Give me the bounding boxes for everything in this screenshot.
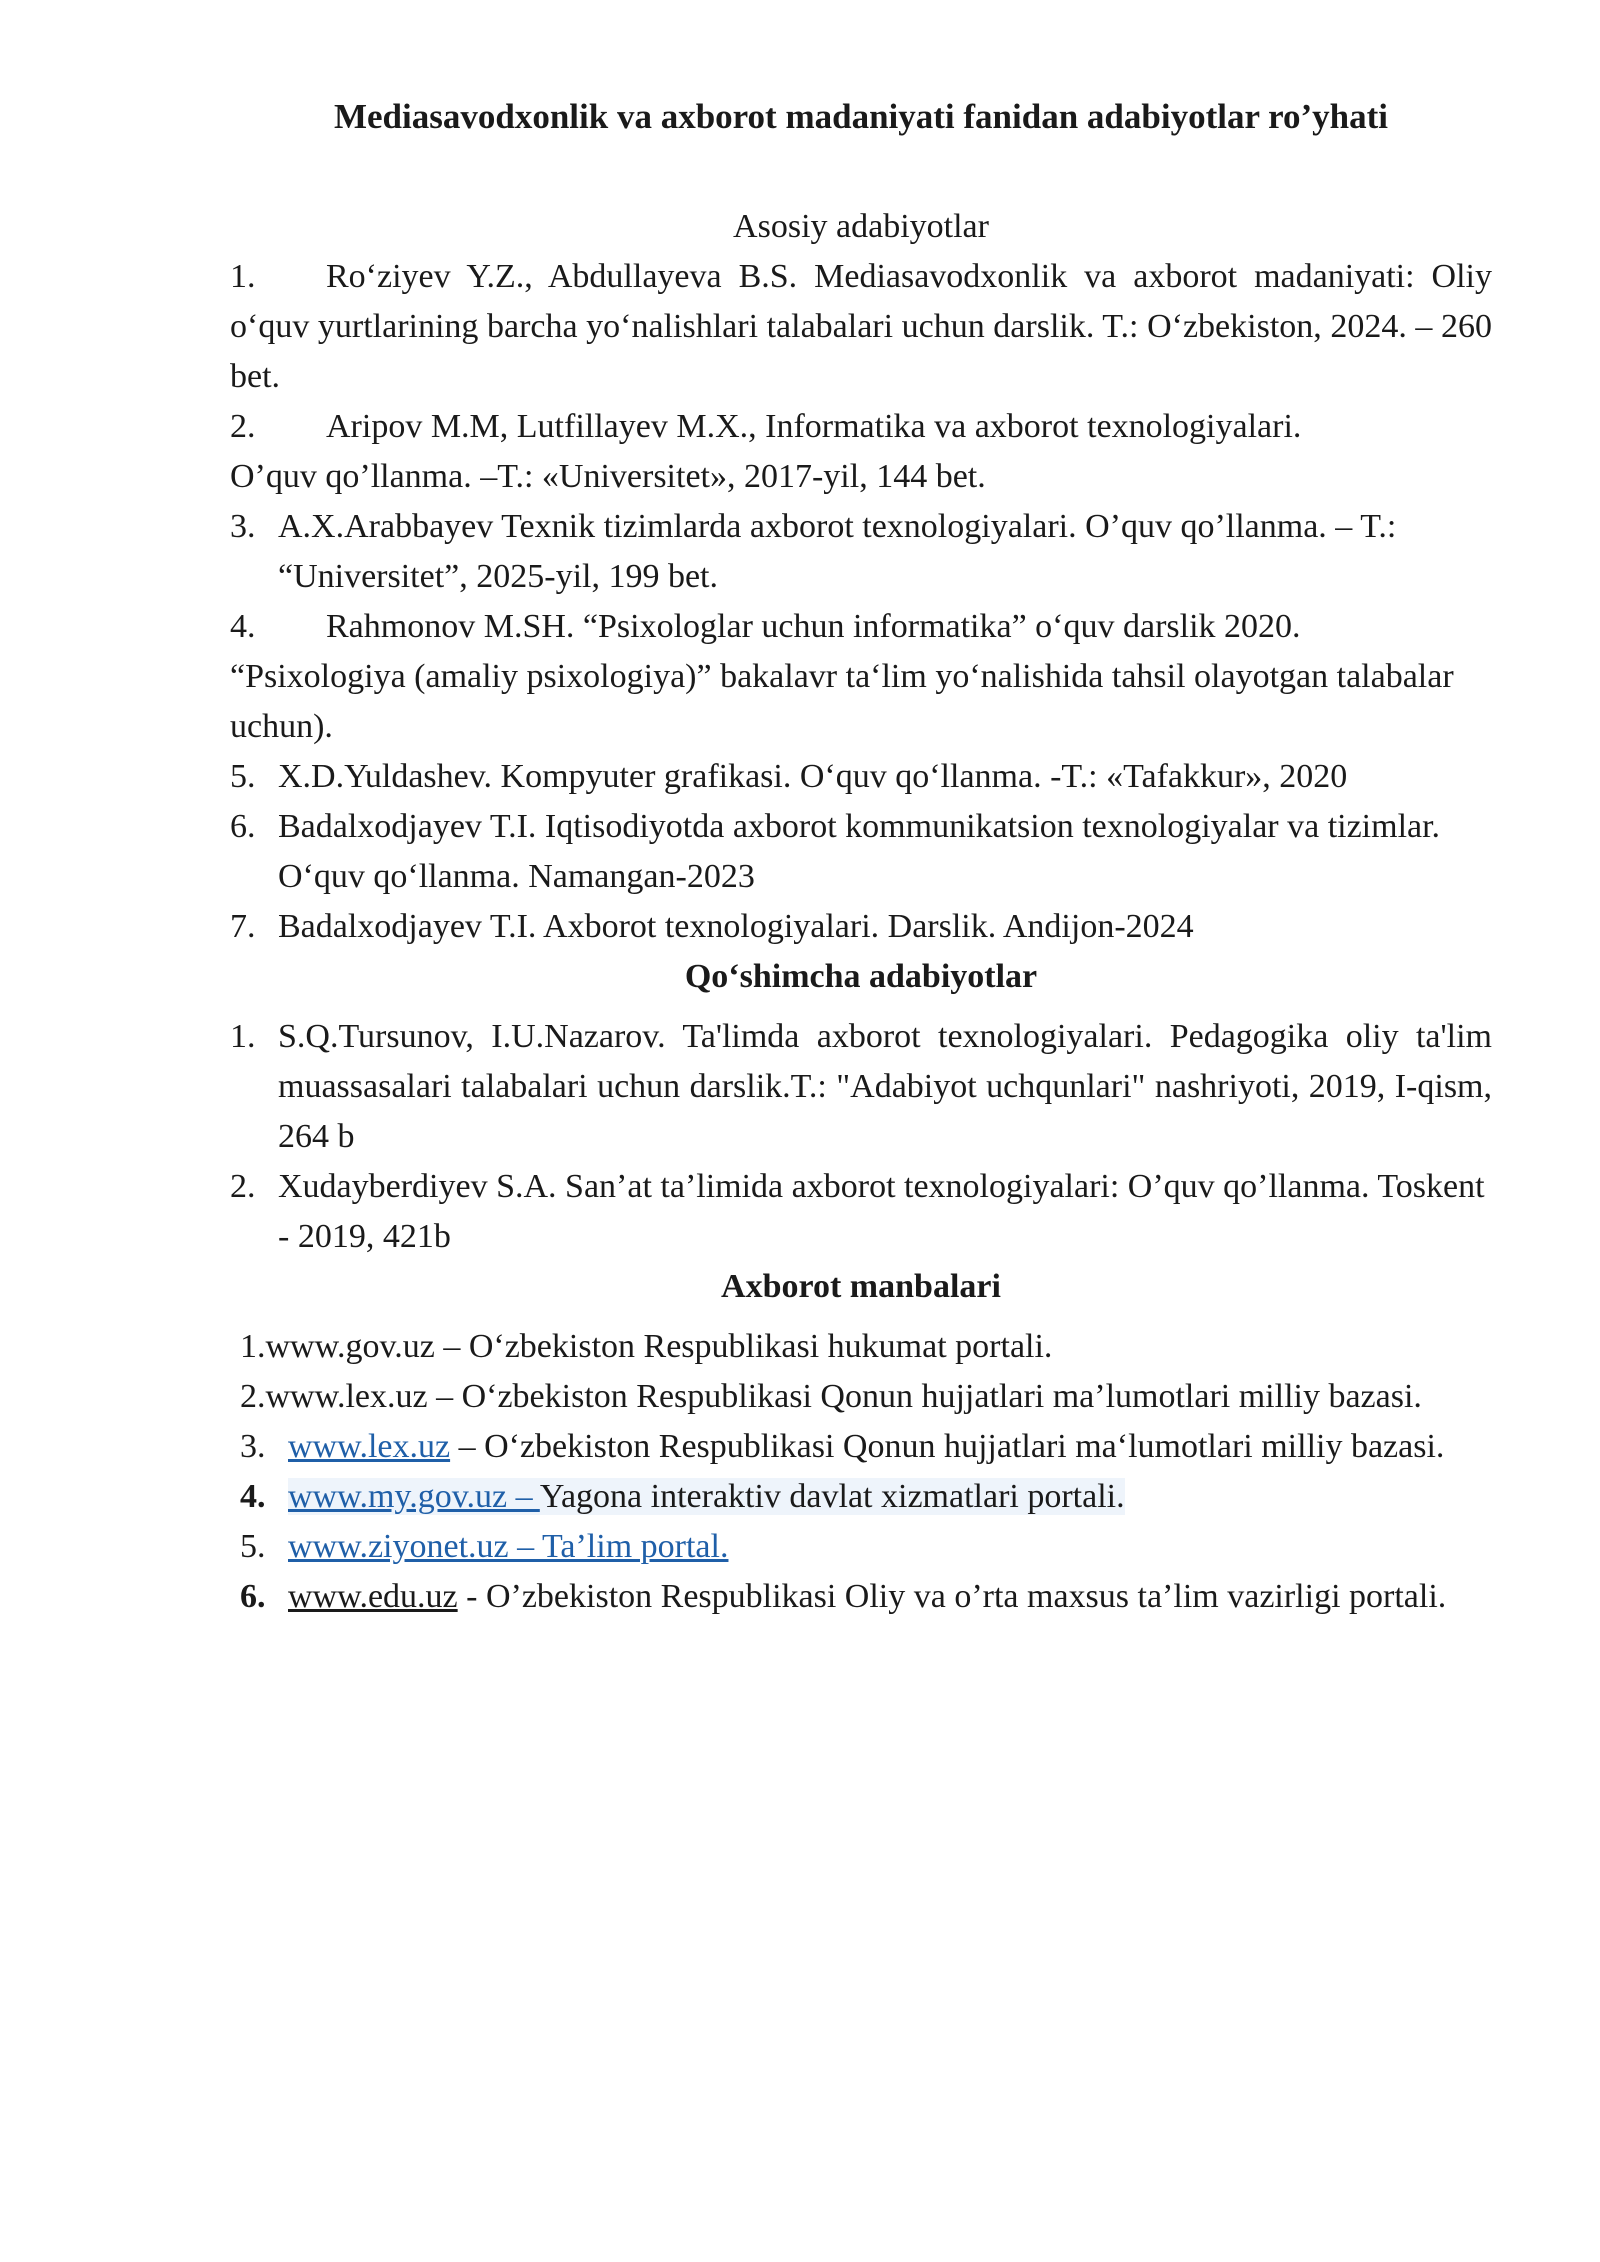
document-page	[230, 92, 1492, 1622]
item-number: 2.	[240, 1378, 266, 1415]
source-link[interactable]: www.gov.uz	[265, 1328, 435, 1365]
item-text: – O‘zbekiston Respublikasi Qonun hujjatlari ma’lumotlari milliy bazasi.	[427, 1378, 1422, 1415]
document-title: Mediasavodxonlik va axborot madaniyati fanidan adabiyotlar ro’yhati	[333, 97, 1389, 136]
list-item	[230, 602, 1492, 752]
item-number: 1.	[230, 1018, 256, 1055]
list-item	[230, 1322, 1492, 1372]
list-item	[230, 1162, 1492, 1262]
item-number: 3.	[230, 508, 256, 545]
item-text: Badalxodjayev T.I. Axborot texnologiyalari. Darslik. Andijon-2024	[278, 908, 1194, 945]
source-link[interactable]: www.lex.uz	[265, 1378, 428, 1415]
list-item	[230, 902, 1492, 952]
info-sources-section	[230, 1262, 1492, 1622]
item-text: – O‘zbekiston Respublikasi hukumat portali.	[434, 1328, 1053, 1365]
additional-literature-section	[230, 952, 1492, 1262]
item-number: 6.	[240, 1578, 266, 1615]
item-number: 7.	[230, 908, 256, 945]
list-item	[230, 1572, 1492, 1622]
item-number: 1.	[240, 1328, 266, 1365]
item-text-continuation: “Psixologiya (amaliy psixologiya)” bakalavr ta‘lim yo‘nalishida tahsil olayotgan talabalar uchun).	[230, 658, 1454, 745]
item-text-continuation: O’quv qo’llanma. –T.: «Universitet», 2017-yil, 144 bet.	[230, 458, 986, 495]
list-item	[230, 1372, 1492, 1422]
item-text: Ro‘ziyev Y.Z., Abdullayeva B.S. Mediasavodxonlik va axborot madaniyati: Oliy o‘quv yurtlarining barcha yo‘nalishlari talabalari uchun darslik. T.: O‘zbekiston, 2024. – 260 bet.	[230, 258, 1492, 395]
item-text: X.D.Yuldashev. Kompyuter grafikasi. O‘quv qo‘llanma. -T.: «Tafakkur», 2020	[278, 758, 1348, 795]
list-item	[230, 402, 1492, 502]
list-item	[230, 752, 1492, 802]
item-number: 2.	[230, 408, 256, 445]
item-text: – O‘zbekiston Respublikasi Qonun hujjatlari ma‘lumotlari milliy bazasi.	[450, 1428, 1445, 1465]
item-number: 1.	[230, 258, 256, 295]
item-number: 6.	[230, 808, 256, 845]
source-link[interactable]: www.edu.uz	[288, 1578, 458, 1615]
item-text: Aripov M.M, Lutfillayev M.X., Informatika va axborot texnologiyalari.	[326, 408, 1302, 445]
source-link[interactable]: www.ziyonet.uz – Ta’lim portal.	[288, 1528, 729, 1565]
main-literature-section	[230, 202, 1492, 952]
list-item	[230, 1522, 1492, 1572]
source-link[interactable]: www.lex.uz	[288, 1428, 451, 1465]
item-text: S.Q.Tursunov, I.U.Nazarov. Ta'limda axborot texnologiyalari. Pedagogika oliy ta'lim muassasalari talabalari uchun darslik.T.: "Adabiyot uchqunlari" nashriyoti, 2019, I-qism, 264 b	[278, 1018, 1492, 1155]
list-item	[230, 1012, 1492, 1162]
item-text: A.X.Arabbayev Texnik tizimlarda axborot texnologiyalari. O’quv qo’llanma. – T.: “Universitet”, 2025-yil, 199 bet.	[278, 508, 1397, 595]
item-number: 2.	[230, 1168, 256, 1205]
item-number: 4.	[240, 1478, 266, 1515]
list-item	[230, 802, 1492, 902]
list-item	[230, 252, 1492, 402]
item-number: 5.	[240, 1528, 266, 1565]
list-item	[230, 1472, 1492, 1522]
item-text: Yagona interaktiv davlat xizmatlari portali.	[539, 1478, 1125, 1515]
list-item	[230, 502, 1492, 602]
source-link[interactable]: www.my.gov.uz –	[288, 1478, 540, 1515]
item-text: Badalxodjayev T.I. Iqtisodiyotda axborot kommunikatsion texnologiyalar va tizimlar. O‘quv qo‘llanma. Namangan-2023	[278, 808, 1441, 895]
item-number: 5.	[230, 758, 256, 795]
list-item	[230, 1422, 1492, 1472]
item-text: - O’zbekiston Respublikasi Oliy va o’rta maxsus ta’lim vazirligi portali.	[457, 1578, 1447, 1615]
item-number: 3.	[240, 1428, 266, 1465]
item-number: 4.	[230, 608, 256, 645]
additional-literature-heading: Qo‘shimcha adabiyotlar	[684, 958, 1038, 995]
item-text: Rahmonov M.SH. “Psixologlar uchun informatika” o‘quv darslik 2020.	[326, 608, 1301, 645]
main-literature-heading: Asosiy adabiyotlar	[733, 208, 989, 245]
info-sources-heading: Axborot manbalari	[721, 1268, 1001, 1305]
item-text: Xudayberdiyev S.A. San’at ta’limida axborot texnologiyalari: O’quv qo’llanma. Toskent - 2019, 421b	[278, 1168, 1485, 1255]
